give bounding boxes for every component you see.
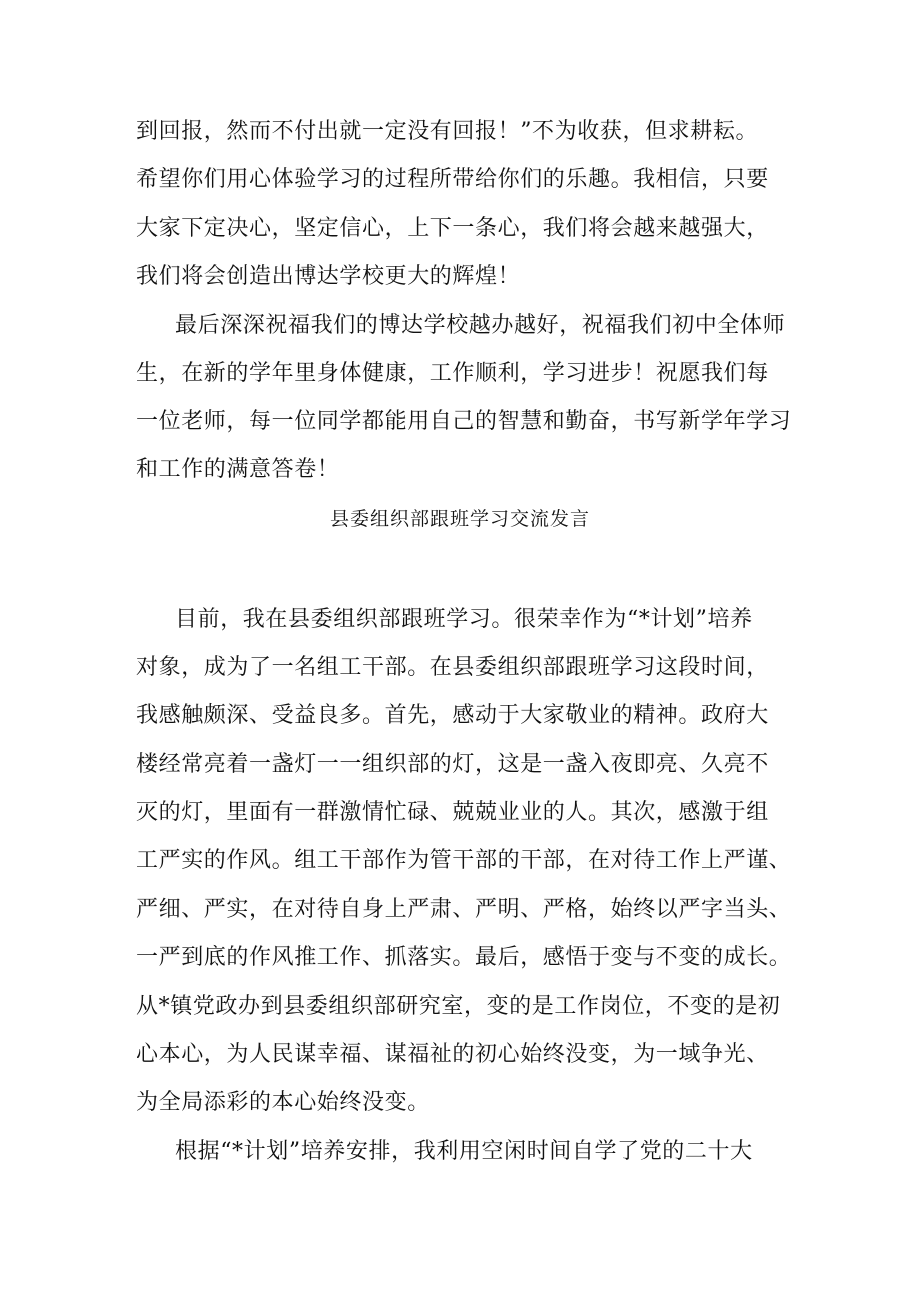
text-line: 到回报，然而不付出就一定没有回报！”不为收获，但求耕耘。: [136, 119, 759, 144]
text-line: 我们将会创造出博达学校更大的辉煌！: [136, 264, 521, 289]
text-line: 一严到底的作风推工作、抓落实。最后，感悟于变与不变的成长。: [136, 945, 792, 970]
text-line: 对象，成为了一名组工干部。在县委组织部跟班学习这段时间，: [136, 655, 769, 680]
text-line: 楼经常亮着一盏灯一一组织部的灯，这是一盏入夜即亮、久亮不: [136, 752, 769, 777]
text-line: 灭的灯，里面有一群激情忙碌、兢兢业业的人。其次，感激于组: [136, 800, 769, 825]
text-line: 为全局添彩的本心始终没变。: [136, 1090, 430, 1115]
text-line: 生，在新的学年里身体健康，工作顺利，学习进步！祝愿我们每: [136, 361, 769, 386]
text-line: 希望你们用心体验学习的过程所带给你们的乐趣。我相信，只要: [136, 167, 769, 192]
text-line: 从*镇党政办到县委组织部研究室，变的是工作岗位，不变的是初: [136, 994, 781, 1019]
section-title: 县委组织部跟班学习交流发言: [329, 508, 590, 530]
text-line: 我感触颇深、受益良多。首先，感动于大家敬业的精神。政府大: [136, 703, 769, 728]
text-line: 心本心，为人民谋幸福、谋福祉的初心始终没变，为一域争光、: [136, 1042, 769, 1067]
text-line: 根据“*计划”培养安排，我利用空闲时间自学了党的二十大: [175, 1139, 753, 1164]
text-line: 目前，我在县委组织部跟班学习。很荣幸作为“*计划”培养: [175, 607, 753, 632]
text-line: 一位老师，每一位同学都能用自己的智慧和勤奋，书写新学年学习: [136, 409, 792, 434]
text-line: 严细、严实，在对待自身上严肃、严明、严格，始终以严字当头、: [136, 897, 792, 922]
text-line: 最后深深祝福我们的博达学校越办越好，祝福我们初中全体师: [175, 313, 786, 338]
text-line: 工严实的作风。组工干部作为管干部的干部，在对待工作上严谨、: [136, 848, 792, 873]
text-line: 和工作的满意答卷！: [136, 457, 340, 482]
text-line: 大家下定决心，坚定信心，上下一条心，我们将会越来越强大，: [136, 216, 769, 241]
